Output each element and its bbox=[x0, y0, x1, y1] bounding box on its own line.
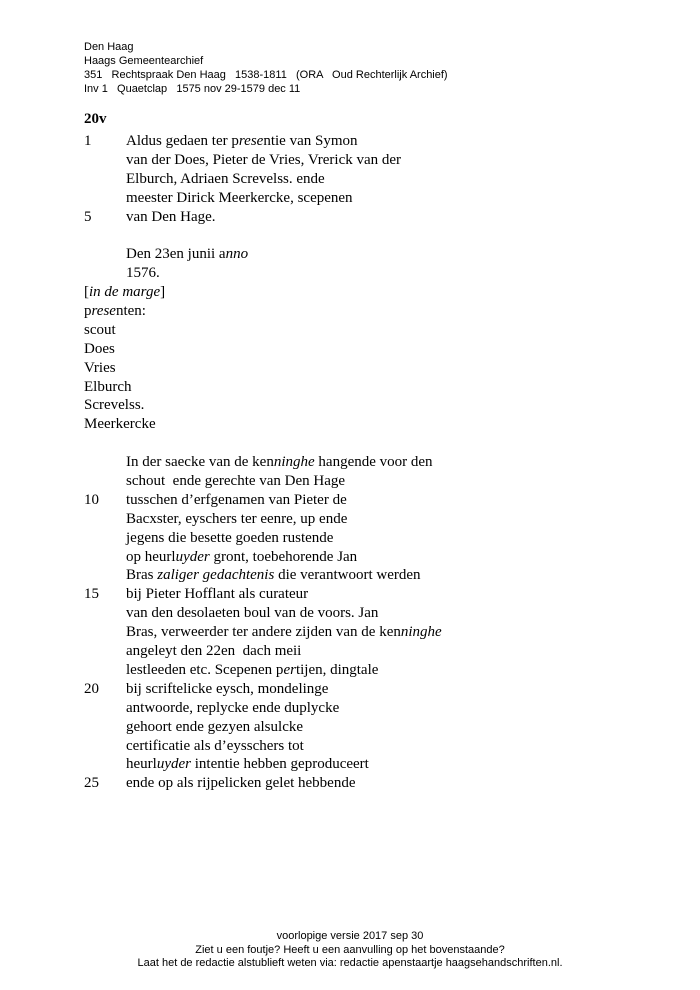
header-inventory: Inv 1 Quaetclap 1575 nov 29-1579 dec 11 bbox=[84, 83, 301, 95]
line-text bbox=[84, 359, 116, 378]
header-archive: Haags Gemeentearchief bbox=[84, 55, 204, 67]
expanded-abbreviation: in de marge bbox=[89, 284, 161, 301]
text-run: die verantwoort werden bbox=[274, 567, 421, 584]
text-run: ntie van Symon bbox=[263, 133, 358, 149]
text-run: p bbox=[84, 303, 92, 320]
text-run: tijen, dingtale bbox=[295, 661, 379, 678]
text-run: scout bbox=[84, 321, 116, 338]
text-run: heurl bbox=[126, 756, 157, 773]
line-number: 15 bbox=[84, 586, 99, 603]
text-run: schout ende gerechte van Den Hage bbox=[126, 473, 346, 490]
text-run: In der saecke van de ken bbox=[126, 454, 274, 471]
text-run: Does bbox=[84, 340, 115, 357]
line-text bbox=[126, 132, 358, 151]
text-run: Bacxster, eyschers ter eenre, up ende bbox=[126, 510, 348, 527]
text-run: van der Does, Pieter de Vries, Vrerick van der bbox=[126, 151, 402, 168]
line-text bbox=[126, 623, 442, 642]
text-run: Screvelss. bbox=[84, 397, 145, 414]
line-text bbox=[126, 755, 369, 774]
text-run: intentie hebben geproduceert bbox=[190, 756, 369, 773]
line-number: 10 bbox=[84, 491, 99, 508]
expanded-abbreviation: ninghe bbox=[273, 454, 315, 471]
text-run: Elburch, Adriaen Screvelss. ende bbox=[126, 170, 325, 187]
text-run: Aldus gedaen ter p bbox=[126, 133, 239, 149]
expanded-abbreviation: nno bbox=[225, 246, 249, 263]
line-text bbox=[126, 774, 356, 793]
line-text bbox=[84, 302, 146, 321]
line-text bbox=[84, 378, 131, 397]
line-text bbox=[126, 170, 325, 189]
text-run: certificatie als d’eysschers tot bbox=[126, 737, 304, 754]
line-text bbox=[126, 718, 303, 737]
text-run: Den 23en junii a bbox=[126, 246, 226, 263]
line-text bbox=[84, 283, 165, 302]
line-text bbox=[126, 510, 347, 529]
text-run: bij scriftelicke eysch, mondelinge bbox=[126, 680, 329, 697]
line-text bbox=[84, 340, 115, 359]
expanded-abbreviation: uyder bbox=[175, 548, 210, 565]
folio-number: 20v bbox=[84, 111, 107, 127]
expanded-abbreviation: ninghe bbox=[400, 624, 442, 641]
text-run: Bras bbox=[126, 567, 158, 584]
line-text bbox=[126, 208, 216, 227]
text-run: ] bbox=[160, 284, 166, 301]
line-text bbox=[126, 642, 301, 661]
line-text bbox=[126, 453, 433, 472]
text-run: bij Pieter Hofflant als curateur bbox=[126, 586, 309, 603]
text-run: angeleyt den 22en dach meii bbox=[126, 643, 302, 660]
text-run: gront, toebehorende Jan bbox=[209, 548, 358, 565]
line-text bbox=[126, 529, 333, 548]
text-run: 1576. bbox=[126, 265, 160, 282]
line-text bbox=[126, 566, 421, 585]
text-run: jegens die besette goeden rustende bbox=[126, 529, 334, 546]
text-run: ende op als rijpelicken gelet hebbende bbox=[126, 775, 356, 792]
footer-version: voorlopige versie 2017 sep 30 bbox=[276, 930, 424, 942]
line-number: 1 bbox=[84, 133, 92, 149]
line-text bbox=[126, 548, 357, 567]
text-run: Vries bbox=[84, 359, 116, 376]
line-number: 5 bbox=[84, 208, 92, 225]
expanded-abbreviation: uyder bbox=[156, 756, 191, 773]
text-run: gehoort ende gezyen alsulcke bbox=[126, 718, 304, 735]
page-footer bbox=[0, 930, 700, 971]
text-run: van den desolaeten boul van de voors. Jan bbox=[126, 605, 379, 622]
line-text bbox=[126, 604, 378, 623]
text-run: van Den Hage. bbox=[126, 208, 216, 225]
line-text bbox=[126, 661, 378, 680]
header-city: Den Haag bbox=[84, 41, 134, 53]
text-run: [ bbox=[84, 284, 89, 301]
text-run: hangende voor den bbox=[314, 454, 433, 471]
expanded-abbreviation: zaliger gedachtenis bbox=[157, 567, 275, 584]
text-run: nten: bbox=[115, 303, 146, 320]
text-run: Elburch bbox=[84, 378, 132, 395]
line-text bbox=[126, 699, 339, 718]
text-run: antwoorde, replycke ende duplycke bbox=[126, 699, 340, 716]
line-text bbox=[84, 321, 116, 340]
expanded-abbreviation: rese bbox=[91, 303, 116, 320]
text-run: lestleeden etc. Scepenen p bbox=[126, 661, 284, 678]
line-text bbox=[126, 189, 353, 208]
expanded-abbreviation: er bbox=[283, 661, 296, 678]
line-text bbox=[126, 472, 345, 491]
line-text bbox=[126, 264, 160, 283]
line-text bbox=[84, 396, 144, 415]
header-collection: 351 Rechtspraak Den Haag 1538-1811 (ORA Oud Rechterlijk Archief) bbox=[84, 69, 448, 81]
line-text bbox=[126, 680, 328, 699]
line-text bbox=[126, 491, 347, 510]
line-number: 20 bbox=[84, 680, 99, 697]
archive-header bbox=[84, 40, 448, 96]
line-text bbox=[84, 415, 156, 434]
line-text bbox=[126, 245, 248, 264]
footer-question: Ziet u een foutje? Heeft u een aanvulling op het bovenstaande? bbox=[195, 943, 505, 956]
line-text bbox=[126, 151, 401, 170]
text-run: Bras, verweerder ter andere zijden van de ken bbox=[126, 624, 401, 641]
footer-contact: Laat het de redactie alstublieft weten via: redactie apenstaartje haagsehandschriften.nl. bbox=[137, 957, 563, 969]
text-run: Meerkercke bbox=[84, 416, 156, 433]
line-number: 25 bbox=[84, 775, 99, 792]
text-run: meester Dirick Meerkercke, scepenen bbox=[126, 189, 353, 206]
line-text bbox=[126, 737, 304, 756]
expanded-abbreviation: rese bbox=[238, 133, 264, 149]
text-run: op heurl bbox=[126, 548, 176, 565]
line-text bbox=[126, 585, 308, 604]
text-run: tusschen d’erfgenamen van Pieter de bbox=[126, 491, 347, 508]
